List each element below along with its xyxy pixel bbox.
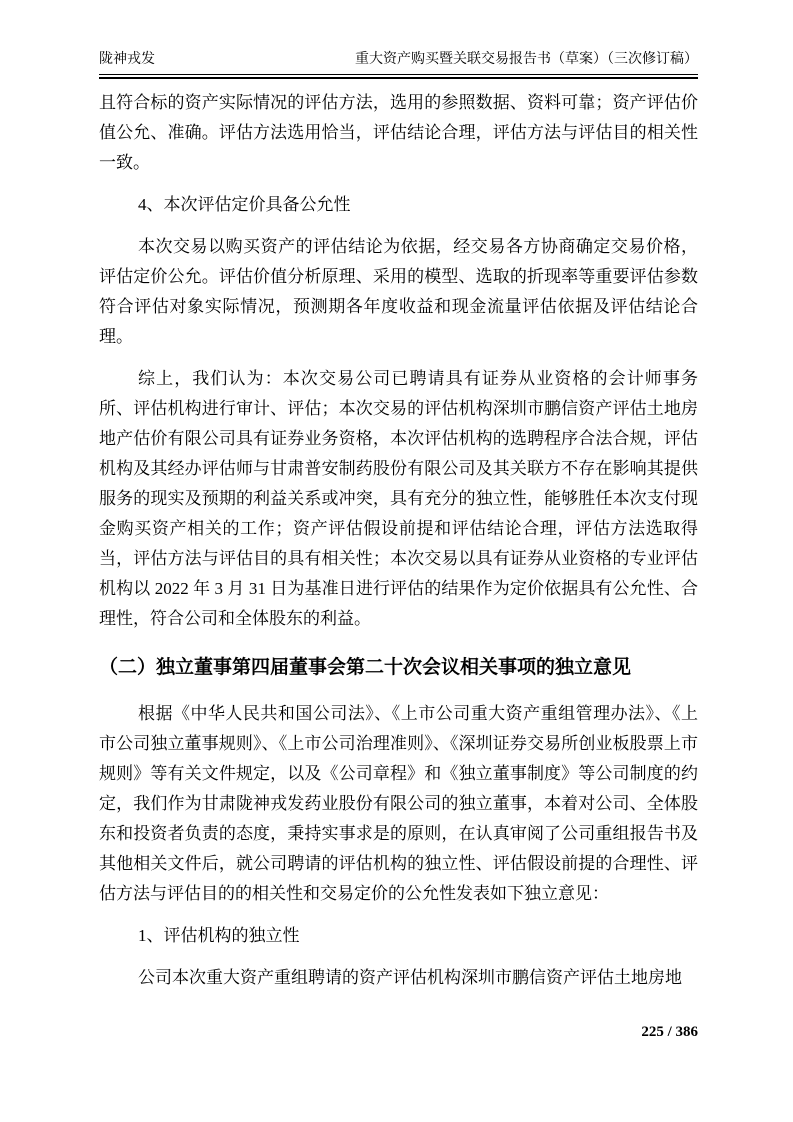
- paragraph-continuation: 且符合标的资产实际情况的评估方法，选用的参照数据、资料可靠；资产评估价值公允、准确。评估方法选用恰当，评估结论合理，评估方法与评估目的相关性一致。: [99, 93, 698, 172]
- header-company-name: 陇神戎发: [99, 52, 155, 67]
- header-document-title: 重大资产购买暨关联交易报告书（草案）（三次修订稿）: [355, 52, 698, 67]
- page-number: 225 / 386: [641, 1024, 698, 1040]
- page-header: [99, 50, 698, 79]
- item-heading-4: 4、本次评估定价具备公允性: [138, 195, 351, 214]
- paragraph-last-truncated: 公司本次重大资产重组聘请的资产评估机构深圳市鹏信资产评估土地房地: [138, 968, 682, 987]
- document-body: [99, 88, 698, 1005]
- header-rule-thick: [99, 77, 698, 79]
- page-header-row: [99, 50, 698, 74]
- section-heading-independent-directors-opinion: （二）独立董事第四届董事会第二十次会议相关事项的独立意见: [99, 657, 632, 678]
- paragraph-pricing-fairness: 本次交易以购买资产的评估结论为依据，经交易各方协商确定交易价格，评估定价公允。评估价值分析原理、采用的模型、选取的折现率等重要评估参数符合评估对象实际情况，预测期各年度收益和现金流量评估依据及评估结论合理。: [99, 237, 698, 346]
- paragraph-legal-basis: 根据《中华人民共和国公司法》、《上市公司重大资产重组管理办法》、《上市公司独立董事规则》、《上市公司治理准则》、《深圳证券交易所创业板股票上市规则》等有关文件规定，以及《公司章程》和《独立董事制度》等公司制度的约定，我们作为甘肃陇神戎发药业股份有限公司的独立董事，本着对公司、全体股东和投资者负责的态度，秉持实事求是的原则，在认真审阅了公司重组报告书及其他相关文件后，就公司聘请的评估机构的独立性、评估假设前提的合理性、评估方法与评估目的的相关性和交易定价的公允性发表如下独立意见：: [99, 704, 698, 903]
- header-rule-thin: [99, 74, 698, 75]
- item-heading-1: 1、评估机构的独立性: [138, 926, 300, 945]
- paragraph-summary-opinion: 综上，我们认为：本次交易公司已聘请具有证券从业资格的会计师事务所、评估机构进行审计、评估；本次交易的评估机构深圳市鹏信资产评估土地房地产估价有限公司具有证券业务资格，本次评估机构的选聘程序合法合规，评估机构及其经办评估师与甘肃普安制药股份有限公司及其关联方不存在影响其提供服务的现实及预期的利益关系或冲突，具有充分的独立性，能够胜任本次支付现金购买资产相关的工作；资产评估假设前提和评估结论合理，评估方法选取得当，评估方法与评估目的具有相关性；本次交易以具有证券从业资格的专业评估机构以 2022 年 3 月 31 日为基准日进行评估的结果作为定价依据具有公允性、合理性，符合公司和全体股东的利益。: [99, 369, 698, 628]
